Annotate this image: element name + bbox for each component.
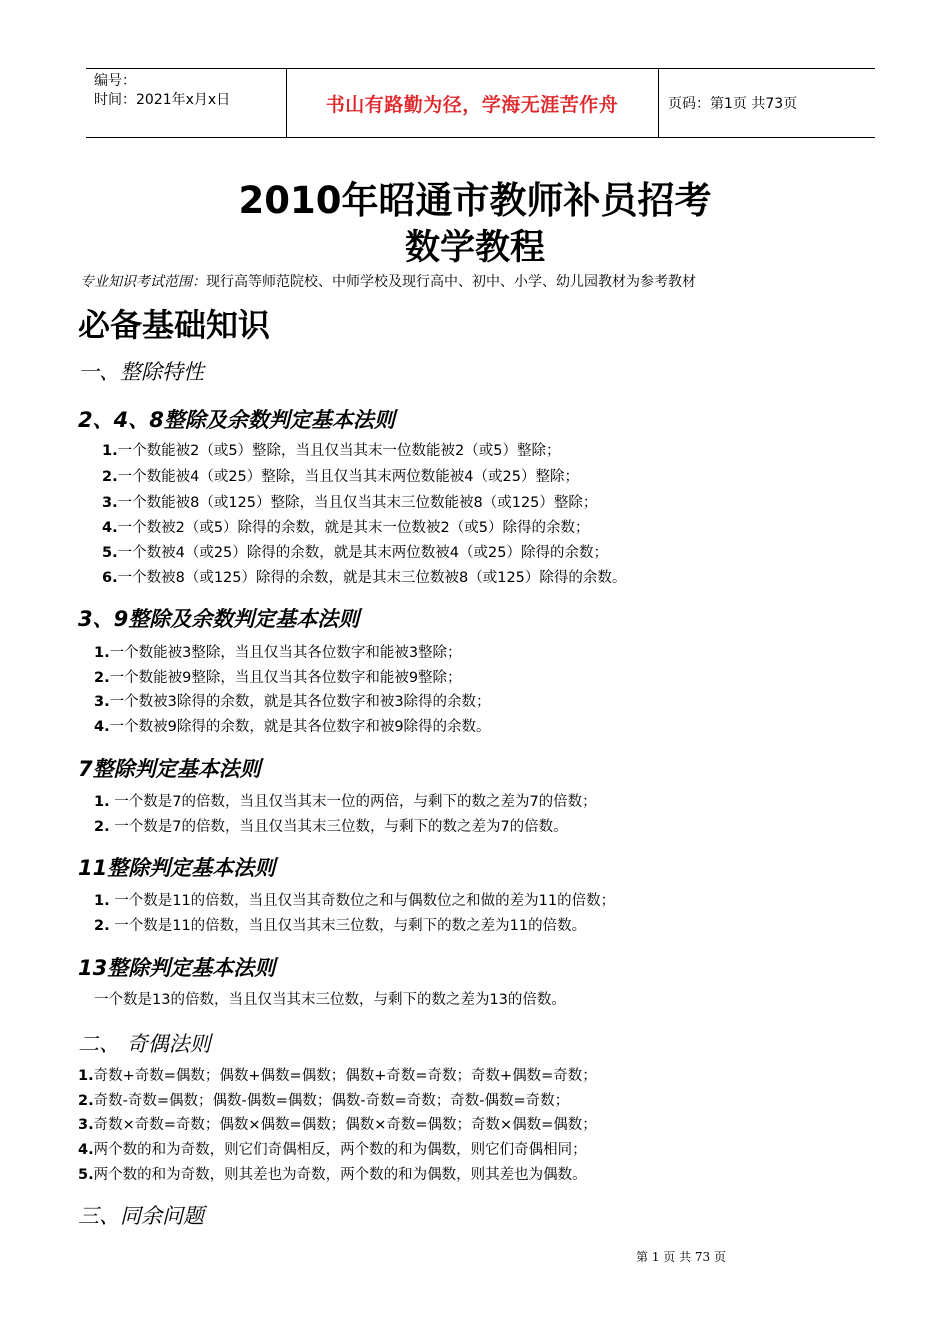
header-page-info: 页码：第1页 共73页 — [668, 96, 798, 112]
main-heading: 必备基础知识 — [78, 306, 271, 344]
list-item: 1. 一个数是7的倍数，当且仅当其末一位的两倍，与剩下的数之差为7的倍数； — [94, 794, 597, 810]
exam-scope-text: 现行高等师范院校、中师学校及现行高中、初中、小学、幼儿园教材为参考教材 — [206, 274, 696, 290]
document-title: 2010年昭通市教师补员招考 — [238, 179, 712, 222]
header-divider — [658, 69, 659, 137]
header-meta — [94, 72, 230, 110]
subsection-heading-7: 7整除判定基本法则 — [78, 757, 261, 781]
subsection-heading-11: 11整除判定基本法则 — [78, 856, 276, 880]
list-item: 2. 一个数是7的倍数，当且仅当其末三位数，与剩下的数之差为7的倍数。 — [94, 819, 568, 835]
list-item: 4.一个数被2（或5）除得的余数，就是其末一位数被2（或5）除得的余数； — [102, 520, 590, 536]
list-item: 4.两个数的和为奇数，则它们奇偶相反，两个数的和为偶数，则它们奇偶相同； — [78, 1142, 587, 1158]
list-item: 2.一个数能被4（或25）整除，当且仅当其末两位数能被4（或25）整除； — [102, 469, 579, 485]
list-item: 5.两个数的和为奇数，则其差也为奇数，两个数的和为偶数，则其差也为偶数。 — [78, 1167, 587, 1183]
list-item: 2.一个数能被9整除，当且仅当其各位数字和能被9整除； — [94, 670, 462, 686]
section-heading-parity: 二、 奇偶法则 — [78, 1032, 211, 1056]
list-item: 4.一个数被9除得的余数，就是其各位数字和被9除得的余数。 — [94, 719, 491, 735]
list-item: 5.一个数被4（或25）除得的余数，就是其末两位数被4（或25）除得的余数； — [102, 545, 608, 561]
code-label: 编号： — [94, 73, 136, 89]
time-label: 时间：2021年x月x日 — [94, 92, 231, 108]
list-item: 1.奇数+奇数=偶数；偶数+偶数=偶数；偶数+奇数=奇数；奇数+偶数=奇数； — [78, 1068, 597, 1084]
list-item: 6.一个数被8（或125）除得的余数，就是其末三位数被8（或125）除得的余数。 — [102, 570, 627, 586]
subsection-heading-248: 2、4、8整除及余数判定基本法则 — [78, 408, 395, 432]
exam-scope-label: 专业知识考试范围： — [80, 274, 206, 290]
header-motto: 书山有路勤为径，学海无涯苦作舟 — [325, 93, 619, 116]
list-item: 3.一个数被3除得的余数，就是其各位数字和被3除得的余数； — [94, 694, 491, 710]
document-subtitle: 数学教程 — [404, 227, 545, 268]
section-heading-congruence: 三、同余问题 — [78, 1204, 204, 1228]
list-item: 1.一个数能被3整除，当且仅当其各位数字和能被3整除； — [94, 645, 462, 661]
subsection-heading-13: 13整除判定基本法则 — [78, 956, 276, 980]
list-item: 2.奇数-奇数=偶数；偶数-偶数=偶数；偶数-奇数=奇数；奇数-偶数=奇数； — [78, 1093, 570, 1109]
section-heading-divisibility: 一、整除特性 — [78, 360, 204, 384]
exam-scope — [80, 271, 696, 291]
paragraph: 一个数是13的倍数，当且仅当其末三位数，与剩下的数之差为13的倍数。 — [94, 992, 566, 1008]
list-item: 1.一个数能被2（或5）整除，当且仅当其末一位数能被2（或5）整除； — [102, 443, 561, 459]
page-footer: 第 1 页 共 73 页 — [636, 1250, 726, 1264]
list-item: 2. 一个数是11的倍数，当且仅当其末三位数，与剩下的数之差为11的倍数。 — [94, 918, 587, 934]
subsection-heading-39: 3、9整除及余数判定基本法则 — [78, 607, 360, 631]
list-item: 3.奇数×奇数=奇数；偶数×偶数=偶数；偶数×奇数=偶数；奇数×偶数=偶数； — [78, 1117, 597, 1133]
list-item: 1. 一个数是11的倍数，当且仅当其奇数位之和与偶数位之和做的差为11的倍数； — [94, 893, 616, 909]
header-table — [86, 68, 875, 138]
list-item: 3.一个数能被8（或125）整除，当且仅当其末三位数能被8（或125）整除； — [102, 495, 598, 511]
